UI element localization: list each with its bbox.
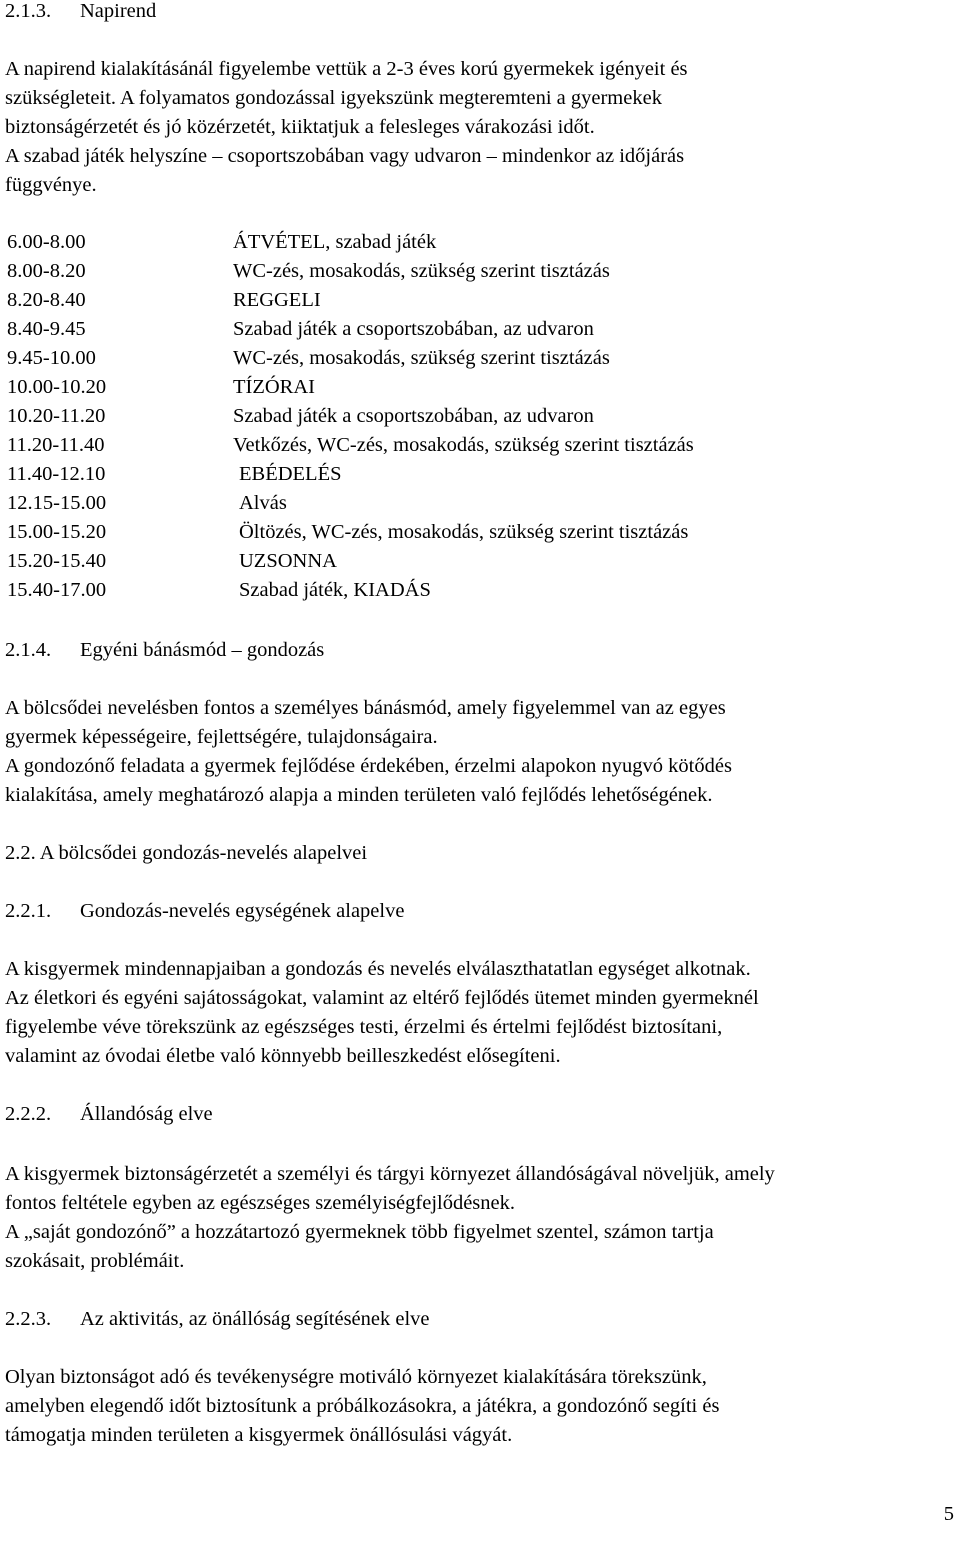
section-title: Egyéni bánásmód – gondozás: [80, 639, 325, 661]
section-heading-2-2: [5, 839, 367, 868]
schedule-activity: WC-zés, mosakodás, szükség szerint tisztázás: [233, 260, 610, 282]
schedule-activity: TÍZÓRAI: [233, 376, 315, 398]
schedule-row: [7, 402, 907, 431]
section-title: Állandóság elve: [80, 1103, 213, 1125]
text-line: A szabad játék helyszíne – csoportszobában vagy udvaron – mindenkor az időjárás: [5, 145, 685, 167]
section-title: A bölcsődei gondozás-nevelés alapelvei: [39, 842, 368, 864]
text-line: figyelembe véve törekszünk az egészséges testi, érzelmi és értelmi fejlődést biztosítani,: [5, 1016, 723, 1038]
schedule-row: [7, 344, 907, 373]
text-line: támogatja minden területen a kisgyermek önállósulási vágyát.: [5, 1424, 513, 1446]
schedule-activity: Szabad játék, KIADÁS: [239, 579, 431, 601]
text-line: kialakítása, amely meghatározó alapja a minden területen való fejlődés lehetőségének.: [5, 784, 713, 806]
text-line: A bölcsődei nevelésben fontos a személyes bánásmód, amely figyelemmel van az egyes: [5, 697, 726, 719]
section-title: Gondozás-nevelés egységének alapelve: [80, 900, 405, 922]
text-line: amelyben elegendő időt biztosítunk a próbálkozásokra, a játékra, a gondozónő segíti és: [5, 1395, 720, 1417]
text-line: függvénye.: [5, 174, 97, 196]
schedule-time: 15.00-15.20: [7, 521, 107, 543]
schedule-activity: EBÉDELÉS: [239, 463, 342, 485]
section-heading-2-2-3: [5, 1305, 430, 1334]
schedule-row: [7, 460, 907, 489]
schedule-row: [7, 373, 907, 402]
text-line: Az életkori és egyéni sajátosságokat, valamint az eltérő fejlődés ütemet minden gyermeknél: [5, 987, 759, 1009]
schedule-row: [7, 431, 907, 460]
schedule-activity: ÁTVÉTEL, szabad játék: [233, 231, 437, 253]
schedule-row: [7, 286, 907, 315]
schedule-row: [7, 257, 907, 286]
text-line: szokásait, problémáit.: [5, 1250, 185, 1272]
section-number: 2.1.3.: [5, 0, 52, 22]
schedule-row: [7, 489, 907, 518]
text-line: fontos feltétele egyben az egészséges személyiségfejlődésnek.: [5, 1192, 516, 1214]
schedule-time: 8.40-9.45: [7, 318, 86, 340]
schedule-time: 12.15-15.00: [7, 492, 107, 514]
schedule-time: 10.00-10.20: [7, 376, 107, 398]
schedule-time: 8.00-8.20: [7, 260, 86, 282]
text-line: Olyan biztonságot adó és tevékenységre motiváló környezet kialakítására törekszünk,: [5, 1366, 707, 1388]
schedule-row: [7, 576, 907, 605]
schedule-activity: Alvás: [239, 492, 287, 514]
section-number: 2.1.4.: [5, 639, 52, 661]
schedule-time: 10.20-11.20: [7, 405, 106, 427]
schedule-time: 6.00-8.00: [7, 231, 86, 253]
schedule-row: [7, 547, 907, 576]
daily-schedule: [7, 228, 907, 605]
section-number: 2.2.3.: [5, 1308, 52, 1330]
section-heading-2-2-1: [5, 897, 404, 926]
schedule-activity: Vetkőzés, WC-zés, mosakodás, szükség szerint tisztázás: [233, 434, 694, 456]
section-heading-2-1-3: [5, 0, 156, 26]
schedule-activity: UZSONNA: [239, 550, 337, 572]
schedule-time: 15.20-15.40: [7, 550, 107, 572]
schedule-time: 9.45-10.00: [7, 347, 96, 369]
section-number: 2.2.2.: [5, 1103, 52, 1125]
section-number: 2.2.1.: [5, 900, 52, 922]
schedule-activity: Szabad játék a csoportszobában, az udvaron: [233, 405, 594, 427]
text-line: A kisgyermek mindennapjaiban a gondozás és nevelés elválaszthatatlan egységet alkotnak.: [5, 958, 751, 980]
section-title: Az aktivitás, az önállóság segítésének elve: [80, 1308, 430, 1330]
text-line: gyermek képességeire, fejlettségére, tulajdonságaira.: [5, 726, 438, 748]
schedule-activity: Öltözés, WC-zés, mosakodás, szükség szerint tisztázás: [239, 521, 689, 543]
text-line: A „saját gondozónő” a hozzátartozó gyermeknek több figyelmet szentel, számon tartja: [5, 1221, 714, 1243]
text-line: A napirend kialakításánál figyelembe vettük a 2-3 éves korú gyermekek igényeit és: [5, 58, 688, 80]
section-number: 2.2.: [5, 842, 36, 864]
schedule-time: 8.20-8.40: [7, 289, 86, 311]
section-heading-2-2-2: [5, 1100, 213, 1129]
schedule-activity: REGGELI: [233, 289, 321, 311]
schedule-time: 11.20-11.40: [7, 434, 105, 456]
text-line: szükségleteit. A folyamatos gondozással igyekszünk megteremteni a gyermekek: [5, 87, 662, 109]
schedule-time: 11.40-12.10: [7, 463, 106, 485]
schedule-row: [7, 518, 907, 547]
section-title: Napirend: [80, 0, 157, 22]
text-line: A kisgyermek biztonságérzetét a személyi és tárgyi környezet állandóságával növeljük, amely: [5, 1163, 775, 1185]
schedule-row: [7, 315, 907, 344]
schedule-time: 15.40-17.00: [7, 579, 107, 601]
section-heading-2-1-4: [5, 636, 324, 665]
page-number: 5: [943, 1503, 954, 1525]
schedule-row: [7, 228, 907, 257]
text-line: valamint az óvodai életbe való könnyebb beilleszkedést elősegíteni.: [5, 1045, 561, 1067]
schedule-activity: Szabad játék a csoportszobában, az udvaron: [233, 318, 594, 340]
schedule-activity: WC-zés, mosakodás, szükség szerint tisztázás: [233, 347, 610, 369]
text-line: biztonságérzetét és jó közérzetét, kiiktatjuk a felesleges várakozási időt.: [5, 116, 595, 138]
text-line: A gondozónő feladata a gyermek fejlődése érdekében, érzelmi alapokon nyugvó kötődés: [5, 755, 732, 777]
